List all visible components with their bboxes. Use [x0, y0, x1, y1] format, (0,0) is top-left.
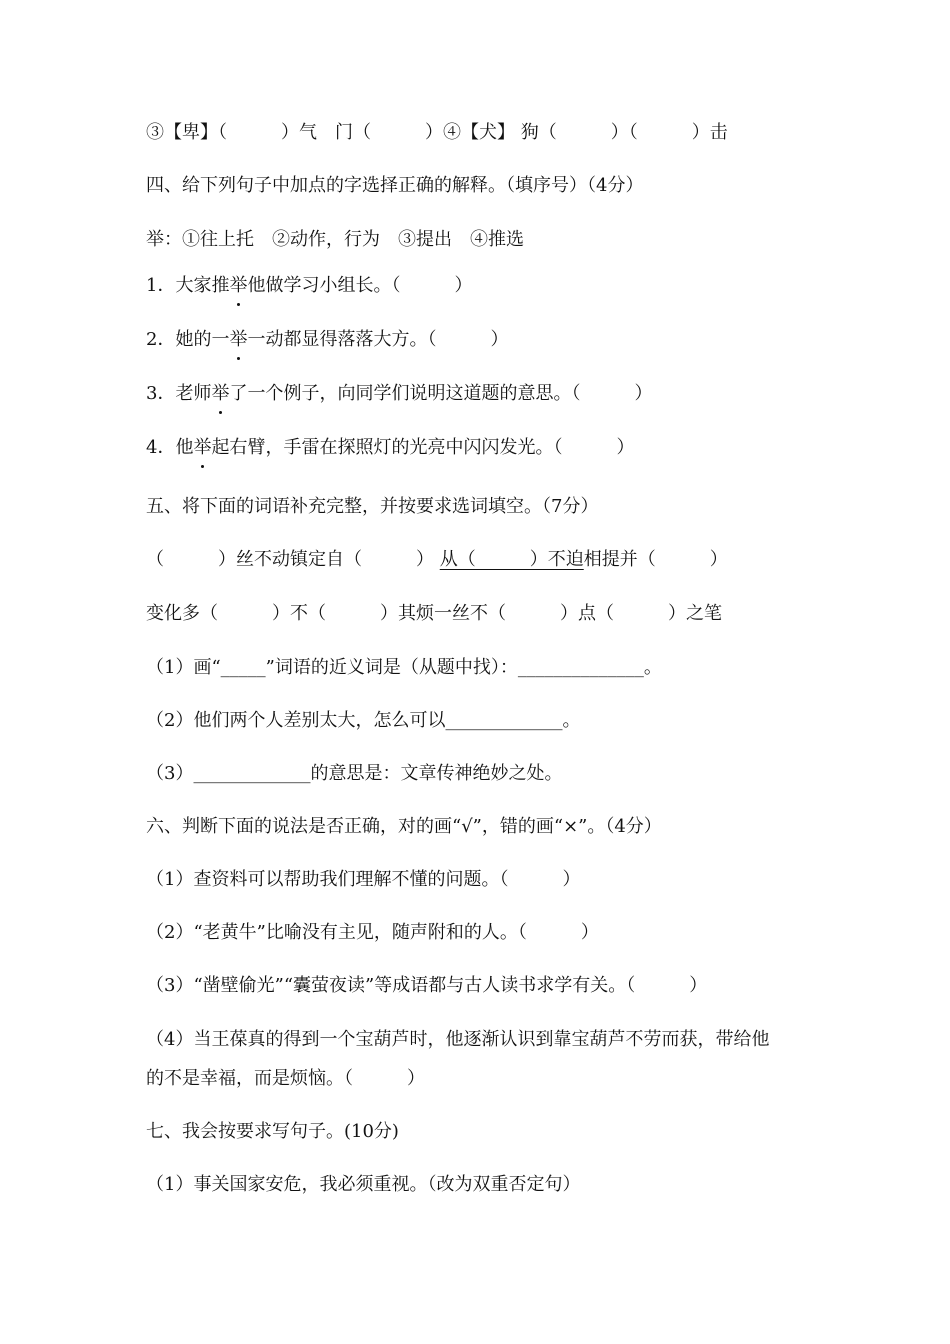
sentence-text: 他做学习小组长。（ ） [247, 275, 473, 296]
dotted-char: 举 [229, 273, 247, 299]
sentence-text: 了一个例子，向同学们说明这道题的意思。（ ） [229, 383, 653, 404]
dotted-char: 举 [211, 381, 229, 407]
section-6-title: 六、判断下面的说法是否正确，对的画“√”，错的画“×”。（4分） [146, 816, 662, 837]
judgement-6-2: （2）“老黄牛”比喻没有主见，随声附和的人。（ ） [146, 922, 599, 943]
section-7-title: 七、我会按要求写句子。(10分) [146, 1121, 399, 1142]
sentence-text: 3．老师 [146, 383, 212, 404]
word-blanks-row-2: 变化多（ ）不（ ）其烦一丝不（ ）点（ ）之笔 [146, 603, 722, 624]
judgement-6-3: （3）“凿壁偷光”“囊萤夜读”等成语都与古人读书求学有关。（ ） [146, 975, 708, 996]
sentence-text: 4．他 [146, 437, 194, 458]
section-4-title: 四、给下列句子中加点的字选择正确的解释。（填序号）（4分） [146, 175, 644, 196]
subquestion-5-1: （1）画“_____”词语的近义词是（从题中找）：______________。 [146, 657, 662, 678]
section-5-title: 五、将下面的词语补充完整，并按要求选词填空。（7分） [146, 496, 599, 517]
word-blanks: （ ）丝不动镇定自（ ） [146, 549, 440, 570]
question-4-2 [146, 327, 508, 353]
subquestion-5-3: （3）_____________的意思是：文章传神绝妙之处。 [146, 763, 563, 784]
sentence-text: 一动都显得落落大方。（ ） [247, 329, 509, 350]
exercise-line-char-groups: ③【卑】（ ）气 门（ ）④【犬】 狗（ ）（ ）击 [146, 122, 728, 143]
ju-meaning-options: 举：①往上托 ②动作，行为 ③提出 ④推选 [146, 229, 524, 250]
judgement-6-4-line-1: （4）当王葆真的得到一个宝葫芦时，他逐渐认识到靠宝葫芦不劳而获，带给他 [146, 1029, 770, 1050]
word-blanks: 相提并（ ） [583, 549, 728, 570]
subquestion-5-2: （2）他们两个人差别太大，怎么可以_____________。 [146, 710, 581, 731]
word-blanks-row-1 [146, 547, 728, 573]
sentence-text: 起右臂，手雷在探照灯的光亮中闪闪发光。（ ） [211, 437, 635, 458]
question-4-3 [146, 381, 652, 407]
judgement-6-1: （1）查资料可以帮助我们理解不懂的问题。（ ） [146, 869, 581, 890]
question-4-4 [146, 435, 634, 461]
judgement-6-4-line-2: 的不是幸福，而是烦恼。（ ） [146, 1068, 425, 1089]
question-4-1 [146, 273, 472, 299]
rewrite-7-1: （1）事关国家安危，我必须重视。（改为双重否定句） [146, 1174, 581, 1195]
sentence-text: 1．大家推 [146, 275, 230, 296]
underlined-word: 从（ ）不迫 [439, 549, 584, 570]
dotted-char: 举 [229, 327, 247, 353]
sentence-text: 2．她的一 [146, 329, 230, 350]
dotted-char: 举 [193, 435, 211, 461]
